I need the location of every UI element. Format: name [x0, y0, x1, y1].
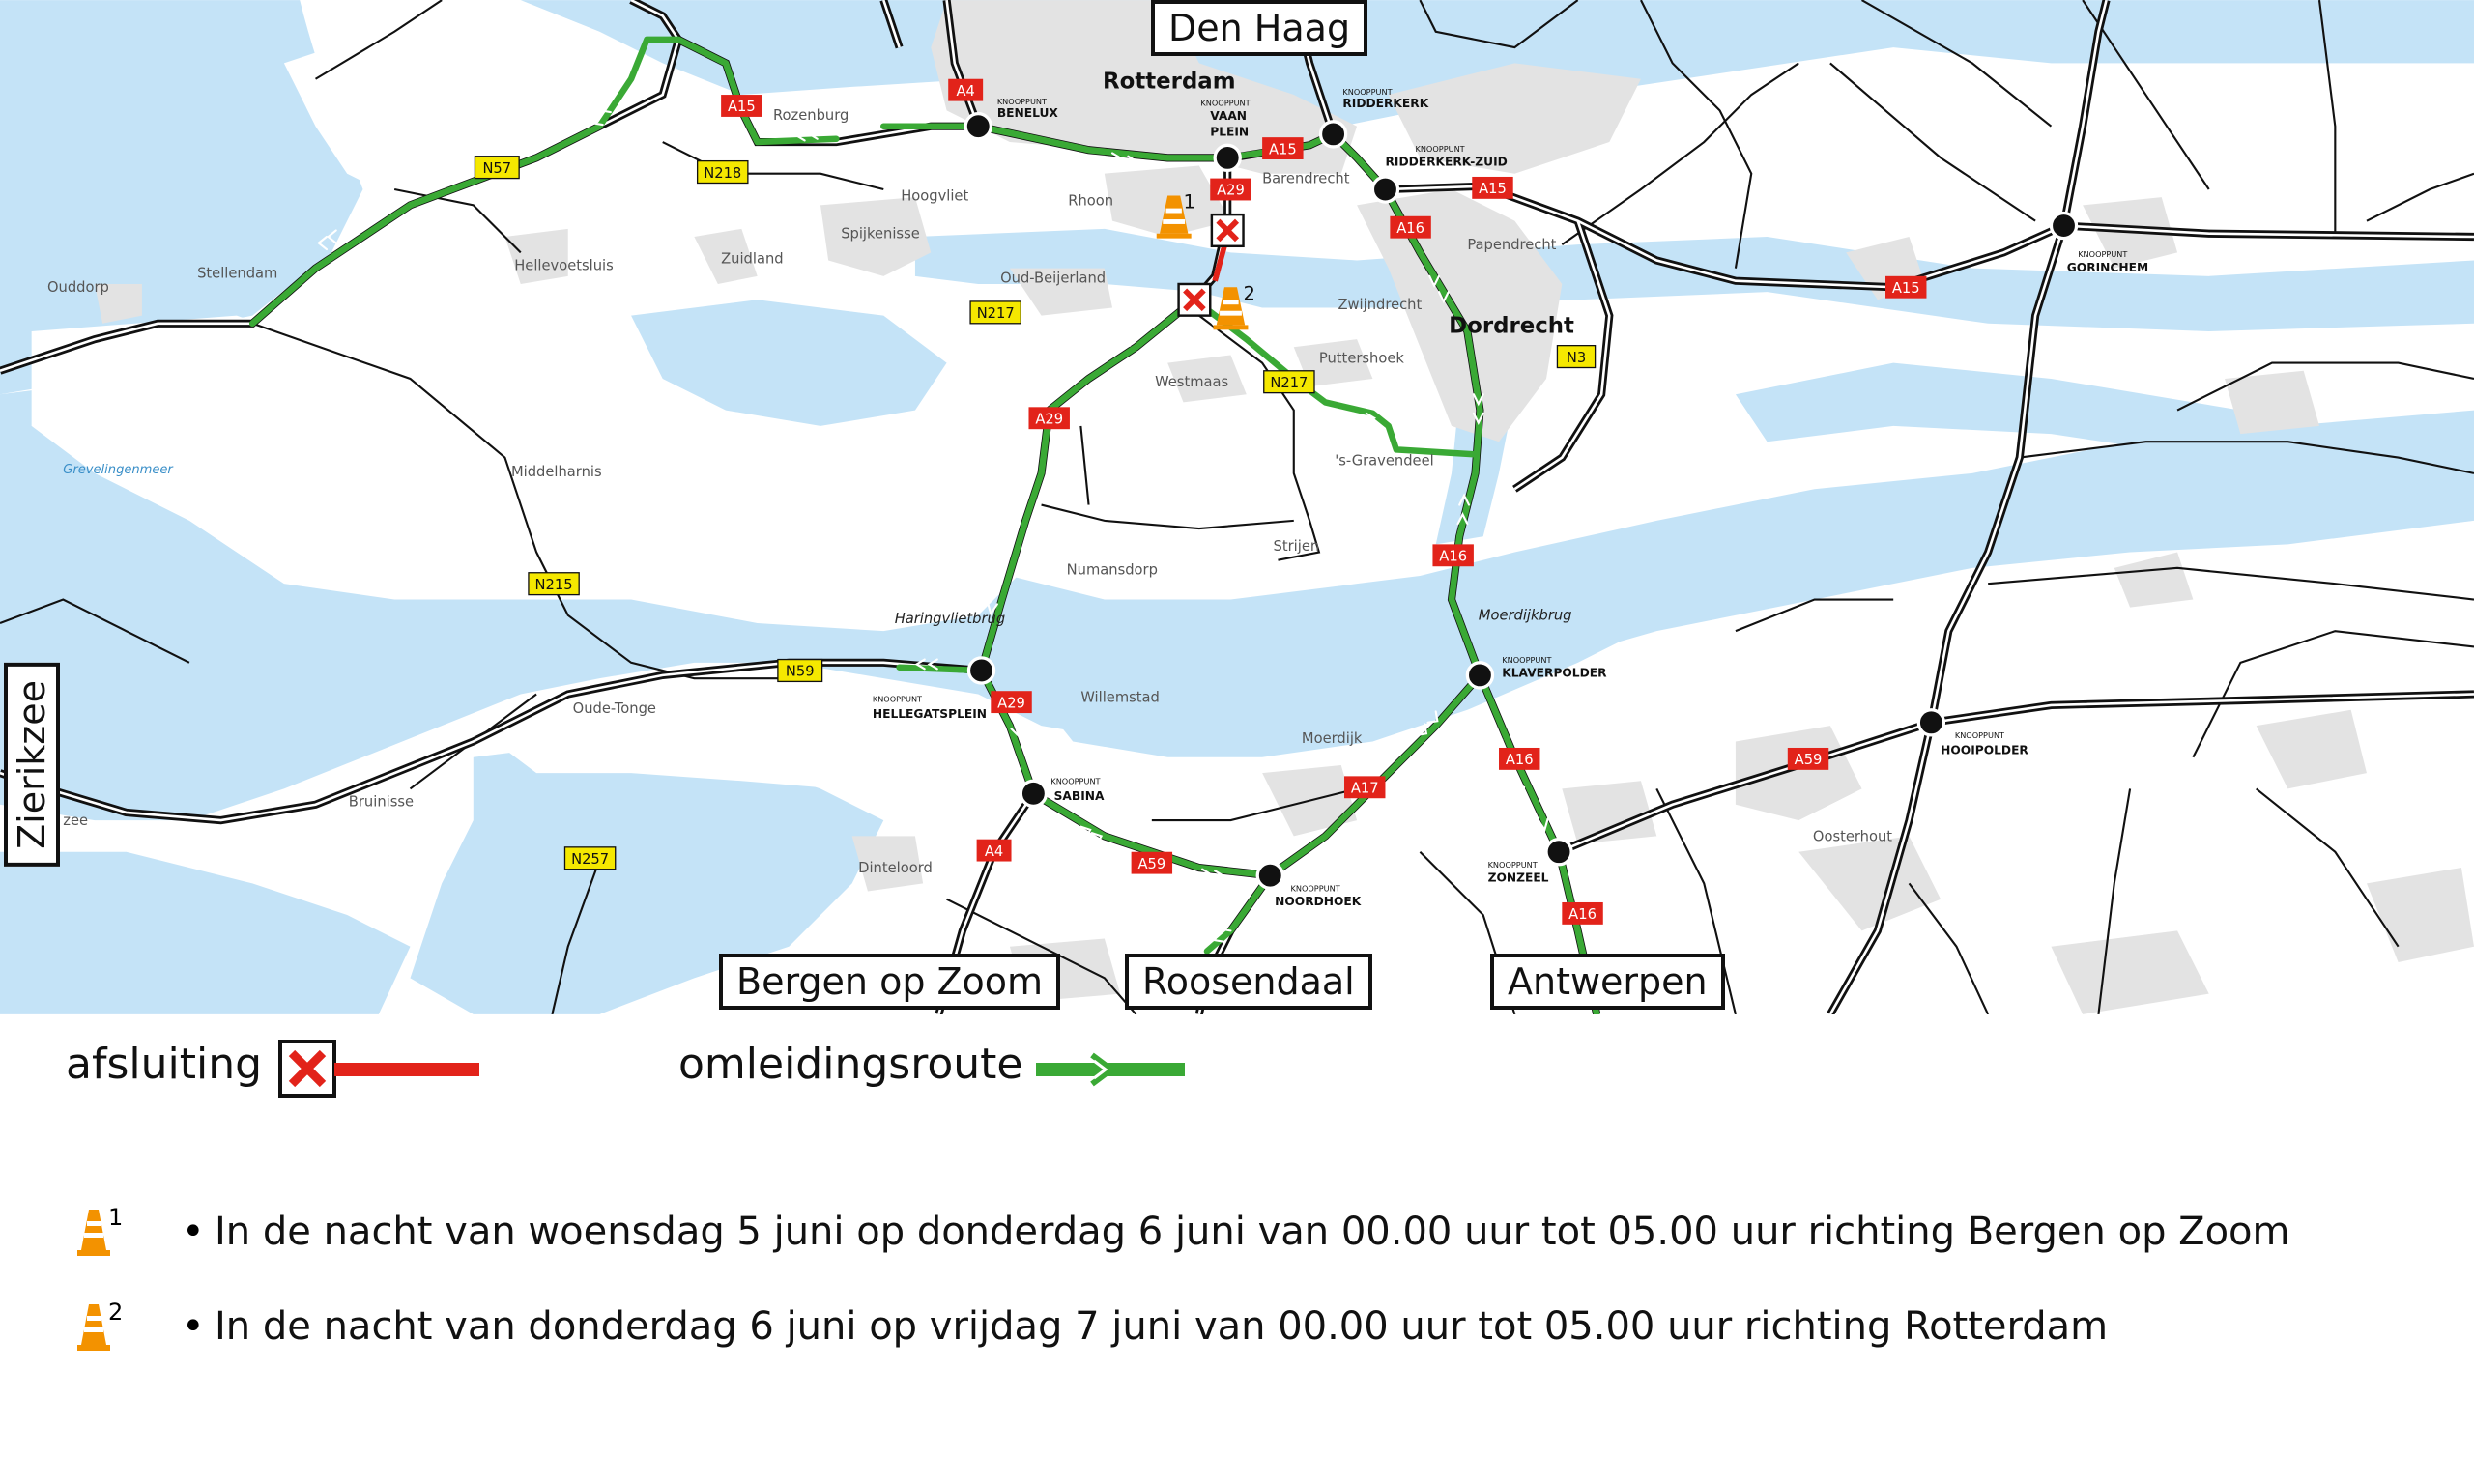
destination-roosendaal: Roosendaal	[1125, 954, 1372, 1010]
legend-detour-label: omleidingsroute	[678, 1040, 1023, 1089]
label-oude-tonge: Oude-Tonge	[572, 700, 656, 718]
legend-closure-symbol	[276, 1038, 483, 1099]
label-moerdijk: Moerdijk	[1301, 730, 1363, 748]
svg-text:A59: A59	[1137, 855, 1166, 872]
label-s-gravendeel: 's-Gravendeel	[1335, 452, 1434, 470]
shield-a59	[1132, 852, 1172, 874]
junction-ridderkerk-zuid	[1372, 177, 1397, 202]
svg-text:HELLEGATSPLEIN: HELLEGATSPLEIN	[872, 706, 988, 721]
svg-text:KLAVERPOLDER: KLAVERPOLDER	[1502, 666, 1607, 680]
junction-ridderkerk	[1321, 122, 1346, 147]
shield-a29	[1028, 407, 1069, 429]
label-grevelingenmeer: Grevelingenmeer	[63, 462, 173, 477]
svg-text:A16: A16	[1568, 906, 1597, 924]
knooppunt-sabina	[1050, 777, 1105, 803]
svg-text:N59: N59	[785, 663, 815, 680]
svg-text:PLEIN: PLEIN	[1210, 125, 1250, 139]
label-middelharnis: Middelharnis	[510, 464, 602, 481]
svg-text:KNOOPPUNT: KNOOPPUNT	[1487, 860, 1538, 870]
svg-text:KNOOPPUNT: KNOOPPUNT	[1502, 654, 1552, 665]
label-stellendam: Stellendam	[197, 265, 278, 282]
svg-text:A15: A15	[727, 99, 756, 116]
shield-a15	[1885, 276, 1926, 299]
shield-a16	[1432, 544, 1473, 566]
label-oud-beijerland: Oud-Beijerland	[1000, 270, 1107, 287]
shield-a16	[1562, 902, 1602, 925]
label-moerdijkbrug: Moerdijkbrug	[1478, 607, 1572, 624]
cone2-number: 2	[1243, 282, 1255, 305]
cone1-number: 1	[1183, 190, 1195, 214]
svg-text:N217: N217	[976, 305, 1015, 323]
svg-text:KNOOPPUNT: KNOOPPUNT	[2078, 249, 2128, 260]
legend-closure-label: afsluiting	[66, 1040, 263, 1089]
svg-text:KNOOPPUNT: KNOOPPUNT	[1200, 98, 1251, 108]
destination-antwerpen: Antwerpen	[1490, 954, 1725, 1010]
shield-n218	[698, 161, 748, 184]
svg-text:A16: A16	[1505, 752, 1534, 769]
closure-box-2	[1179, 284, 1211, 316]
junction-noordhoek	[1257, 863, 1282, 888]
label-zwijndrecht: Zwijndrecht	[1338, 297, 1423, 314]
svg-text:ZONZEEL: ZONZEEL	[1487, 870, 1549, 885]
shield-a15	[1262, 137, 1303, 159]
shield-n59	[778, 660, 822, 682]
shield-a59	[1788, 748, 1828, 770]
svg-text:N215: N215	[534, 576, 573, 593]
svg-text:KNOOPPUNT: KNOOPPUNT	[872, 694, 923, 704]
shield-n3	[1557, 346, 1595, 368]
shield-a17	[1344, 776, 1385, 798]
svg-text:A15: A15	[1268, 141, 1297, 158]
note-text: In de nacht van woensdag 5 juni op donderdag 6 juni van 00.00 uur tot 05.00 uur richting Bergen op Zoom	[215, 1210, 2290, 1254]
svg-text:A29: A29	[1035, 411, 1064, 428]
svg-text:N3: N3	[1566, 349, 1587, 366]
shield-a16	[1499, 748, 1539, 770]
shield-n217	[1264, 371, 1314, 393]
legend-detour-symbol	[1034, 1051, 1189, 1090]
junction-zonzeel	[1546, 840, 1571, 865]
shield-a4	[977, 840, 1012, 862]
svg-text:KNOOPPUNT: KNOOPPUNT	[1050, 776, 1101, 786]
svg-text:KNOOPPUNT: KNOOPPUNT	[1415, 143, 1465, 154]
label-willemstad: Willemstad	[1080, 689, 1160, 706]
svg-text:A59: A59	[1794, 752, 1823, 769]
svg-text:N218: N218	[704, 164, 742, 182]
shield-n257	[564, 847, 615, 870]
bullet: •	[182, 1304, 205, 1349]
junction-klaverpolder	[1467, 663, 1492, 688]
label-hellevoetsluis: Hellevoetsluis	[514, 257, 614, 274]
svg-text:RIDDERKERK-ZUID: RIDDERKERK-ZUID	[1385, 155, 1508, 169]
svg-text:NOORDHOEK: NOORDHOEK	[1275, 895, 1362, 909]
svg-text:N57: N57	[482, 159, 512, 177]
svg-text:KNOOPPUNT: KNOOPPUNT	[1290, 883, 1340, 894]
svg-text:RIDDERKERK: RIDDERKERK	[1342, 97, 1429, 111]
junction-hooipolder	[1918, 710, 1943, 735]
note-row-2	[77, 1298, 2300, 1360]
label-oosterhout: Oosterhout	[1812, 828, 1893, 845]
svg-text:A29: A29	[1217, 182, 1245, 199]
label-dinteloord: Dinteloord	[858, 859, 933, 876]
svg-text:KNOOPPUNT: KNOOPPUNT	[1954, 730, 2005, 741]
svg-text:A16: A16	[1439, 548, 1468, 565]
svg-text:KNOOPPUNT: KNOOPPUNT	[1342, 87, 1393, 98]
svg-text:A4: A4	[984, 842, 1004, 860]
junction-benelux	[965, 114, 991, 139]
svg-text:A15: A15	[1479, 181, 1507, 198]
junction-vaanplein	[1215, 145, 1240, 170]
svg-text:A17: A17	[1350, 780, 1379, 797]
label-spijkenisse: Spijkenisse	[841, 225, 920, 243]
label-westmaas: Westmaas	[1155, 374, 1229, 391]
shield-a15	[721, 95, 762, 117]
svg-text:KNOOPPUNT: KNOOPPUNT	[996, 96, 1048, 106]
label-dordrecht: Dordrecht	[1449, 313, 1574, 339]
note-marker: 2	[108, 1298, 124, 1326]
closure-box-1	[1212, 214, 1244, 246]
svg-text:N257: N257	[571, 850, 610, 868]
label-ouddorp: Ouddorp	[46, 279, 109, 297]
shield-a4	[948, 79, 983, 101]
note-marker: 1	[108, 1204, 124, 1231]
shield-a29	[1210, 179, 1251, 201]
note-text: In de nacht van donderdag 6 juni op vrijdag 7 juni van 00.00 uur tot 05.00 uur richting Rotterdam	[215, 1304, 2109, 1349]
label-hoogvliet: Hoogvliet	[901, 187, 969, 205]
shield-a15	[1472, 177, 1512, 199]
bullet: •	[182, 1210, 205, 1254]
svg-text:N217: N217	[1270, 374, 1309, 391]
shield-n217	[970, 301, 1021, 324]
label-zuidland: Zuidland	[721, 250, 784, 268]
destination-bergen-op-zoom: Bergen op Zoom	[719, 954, 1060, 1010]
note-row-1	[77, 1204, 2300, 1266]
label-bruinisse: Bruinisse	[348, 793, 415, 811]
svg-text:VAAN: VAAN	[1210, 109, 1248, 124]
label-zee-fragment: zee	[63, 812, 89, 829]
shield-n215	[529, 573, 579, 595]
svg-text:SABINA: SABINA	[1053, 788, 1105, 803]
label-strijen: Strijen	[1273, 537, 1320, 555]
svg-text:GORINCHEM: GORINCHEM	[2066, 260, 2149, 274]
destination-zierikzee: Zierikzee	[4, 663, 60, 867]
junction-hellegatsplein	[968, 658, 993, 683]
shield-a29	[991, 691, 1031, 713]
destination-den-haag: Den Haag	[1151, 0, 1367, 56]
label-rotterdam: Rotterdam	[1103, 69, 1236, 95]
svg-text:BENELUX: BENELUX	[996, 105, 1058, 120]
label-numansdorp: Numansdorp	[1066, 561, 1158, 579]
label-haringvlietbrug: Haringvlietbrug	[894, 611, 1006, 627]
junction-sabina	[1021, 781, 1046, 806]
label-rozenburg: Rozenburg	[772, 107, 849, 125]
shield-n57	[475, 157, 519, 179]
label-barendrecht: Barendrecht	[1262, 170, 1350, 187]
label-papendrecht: Papendrecht	[1467, 237, 1557, 254]
shield-a16	[1390, 216, 1430, 239]
svg-text:A29: A29	[997, 695, 1025, 712]
svg-text:A15: A15	[1891, 279, 1920, 297]
svg-text:HOOIPOLDER: HOOIPOLDER	[1941, 743, 2028, 757]
junction-gorinchem	[2051, 214, 2076, 239]
svg-text:A4: A4	[956, 82, 975, 100]
label-puttershoek: Puttershoek	[1318, 350, 1404, 367]
label-rhoon: Rhoon	[1068, 192, 1114, 210]
svg-text:A16: A16	[1396, 219, 1424, 237]
